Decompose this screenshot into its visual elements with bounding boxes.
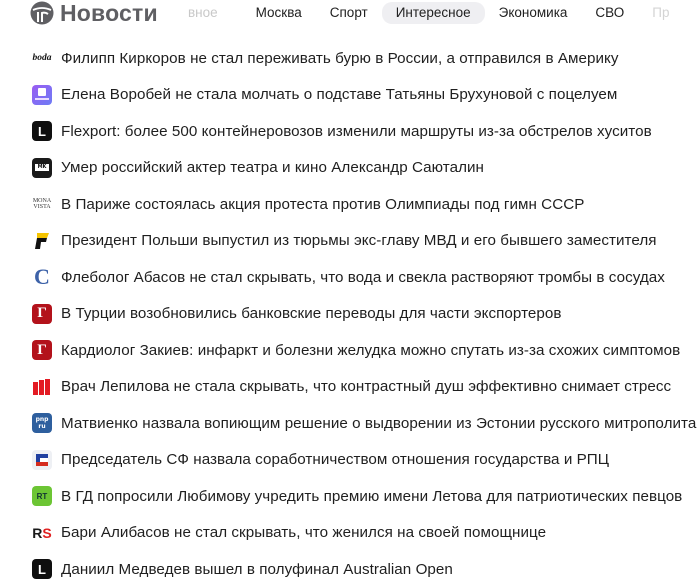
- news-item[interactable]: [32, 369, 700, 406]
- news-item[interactable]: [32, 77, 700, 114]
- news-item[interactable]: [32, 40, 700, 77]
- tab-main[interactable]: вное: [188, 4, 218, 20]
- l-letter-icon: L: [32, 559, 52, 579]
- news-item[interactable]: [32, 296, 700, 333]
- news-item[interactable]: [32, 186, 700, 223]
- news-item[interactable]: [32, 150, 700, 187]
- news-headline[interactable]: Кардиолог Закиев: инфаркт и болезни желудка можно спутать из-за схожих симптомов: [61, 341, 681, 359]
- news-item[interactable]: [32, 223, 700, 260]
- news-item[interactable]: [32, 259, 700, 296]
- pervyi-zhenskii-icon: [32, 85, 52, 105]
- rt-icon: RT: [32, 486, 52, 506]
- logo-text: Новости: [60, 0, 158, 26]
- news-item[interactable]: [32, 442, 700, 479]
- news-headline[interactable]: Елена Воробей не стала молчать о подставе Татьяны Брухуновой с поцелуем: [61, 86, 618, 104]
- tab-sport[interactable]: Спорт: [329, 4, 368, 20]
- c-letter-icon: C: [34, 267, 50, 288]
- gazeta-g-icon: Г: [32, 304, 52, 324]
- gazeta-g-icon: Г: [32, 340, 52, 360]
- news-logo-icon: [30, 1, 54, 25]
- news-headline[interactable]: Флеболог Абасов не стал скрывать, что вода и свекла растворяют тромбы в сосудах: [61, 268, 665, 286]
- news-item[interactable]: [32, 332, 700, 369]
- l-letter-icon: L: [32, 121, 52, 141]
- f-letter-icon: [32, 231, 52, 251]
- news-headline[interactable]: Матвиенко назвала вопиющим решение о выдворении из Эстонии русского митрополита: [61, 414, 697, 432]
- news-item[interactable]: [32, 515, 700, 552]
- news-item[interactable]: [32, 551, 700, 588]
- news-headline[interactable]: Умер российский актер театра и кино Александр Саюталин: [61, 159, 484, 177]
- tab-more[interactable]: Пр: [652, 4, 670, 20]
- news-headline[interactable]: Председатель СФ назвала соработничеством отношения государства и РПЦ: [61, 451, 610, 469]
- news-headline[interactable]: Филипп Киркоров не стал переживать бурю в России, а отправился в Америку: [61, 49, 619, 67]
- red-bars-icon: [32, 377, 52, 397]
- tab-svo[interactable]: СВО: [595, 4, 625, 20]
- mona-vista-icon: MONA VISTA: [32, 197, 52, 211]
- news-headline[interactable]: Flexport: более 500 контейнеровозов изменили маршруты из-за обстрелов хуситов: [61, 122, 652, 140]
- sf-flag-icon: [32, 450, 52, 470]
- news-headline[interactable]: Даниил Медведев вышел в полуфинал Australian Open: [61, 560, 453, 578]
- news-headline[interactable]: В Турции возобновились банковские переводы для части экспортеров: [61, 305, 562, 323]
- rs-icon: R S: [32, 524, 52, 541]
- category-tabs: [186, 0, 669, 25]
- tab-interesting[interactable]: Интересное: [382, 2, 485, 24]
- tab-economy[interactable]: Экономика: [498, 4, 568, 20]
- mk-icon: MK: [32, 158, 52, 178]
- pnp-icon: pnp ru: [32, 413, 52, 433]
- news-headline[interactable]: Президент Польши выпустил из тюрьмы экс-главу МВД и его бывшего заместителя: [61, 232, 657, 250]
- news-headline[interactable]: В Париже состоялась акция протеста против Олимпиады под гимн СССР: [61, 195, 585, 213]
- news-headline[interactable]: В ГД попросили Любимову учредить премию имени Летова для патриотических певцов: [61, 487, 683, 505]
- news-item[interactable]: [32, 478, 700, 515]
- news-item[interactable]: [32, 405, 700, 442]
- header: [0, 0, 700, 28]
- news-headline[interactable]: Врач Лепилова не стала скрывать, что контрастный душ эффективно снимает стресс: [61, 378, 672, 396]
- news-item[interactable]: [32, 113, 700, 150]
- news-logo[interactable]: [30, 0, 158, 26]
- boda-icon: boda: [32, 53, 52, 64]
- news-list: [32, 40, 700, 588]
- tab-moscow[interactable]: Москва: [255, 4, 302, 20]
- news-headline[interactable]: Бари Алибасов не стал скрывать, что женился на своей помощнице: [61, 524, 547, 542]
